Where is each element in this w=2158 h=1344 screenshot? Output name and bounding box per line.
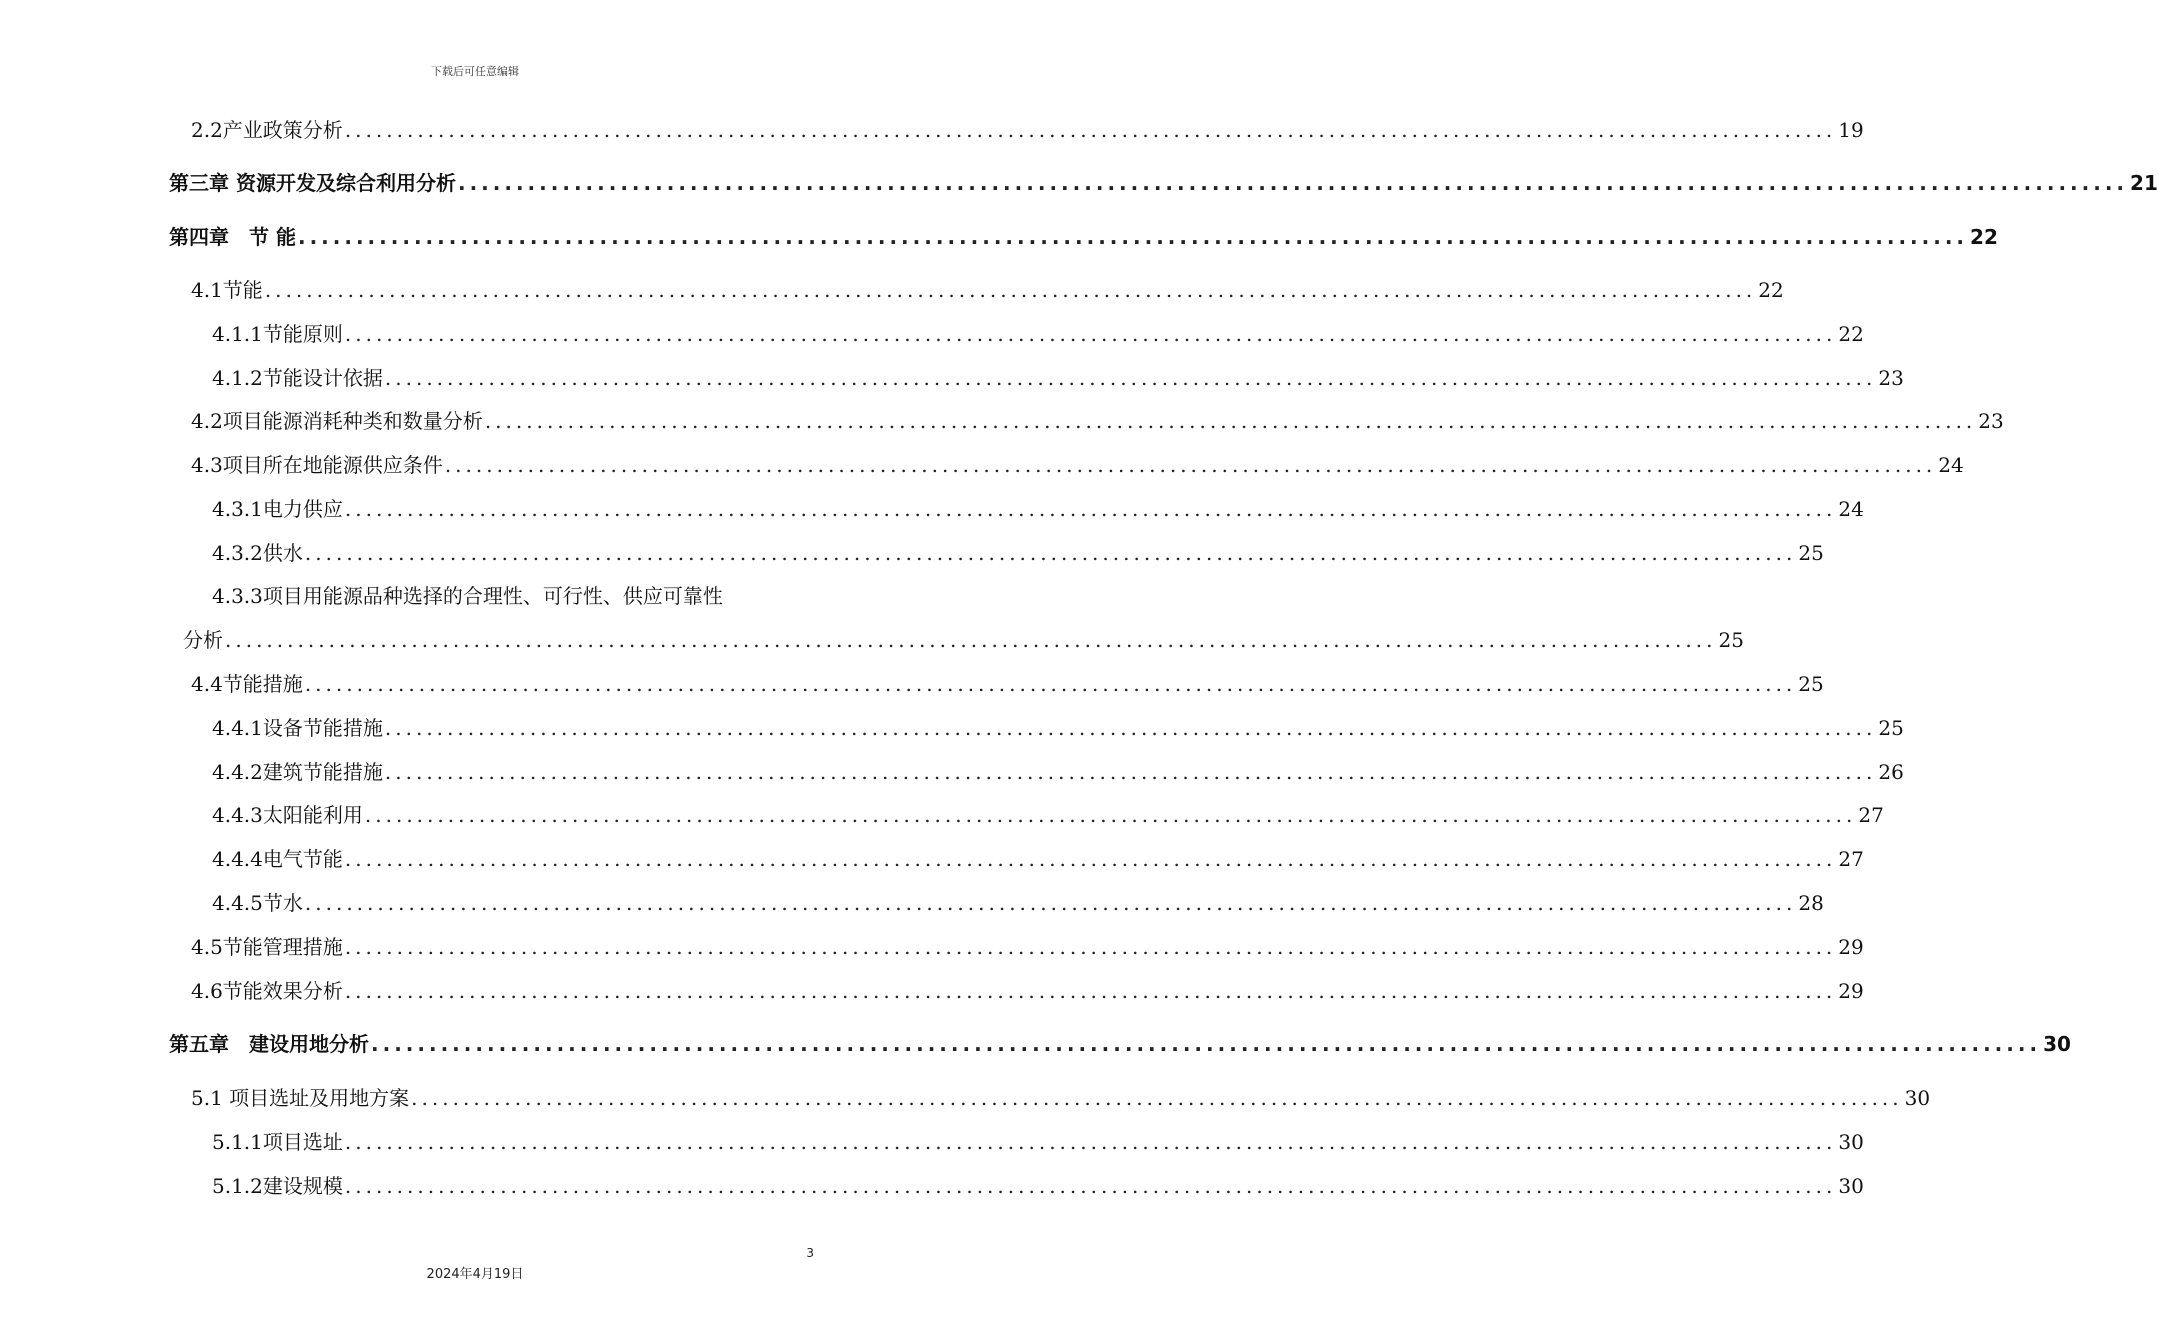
toc-entry-page: 23 bbox=[1978, 409, 2004, 433]
toc-entry-4-3-2[interactable] bbox=[212, 539, 1824, 567]
toc-entry-page: 21 bbox=[2130, 171, 2158, 195]
toc-entry-4-4-2[interactable] bbox=[212, 758, 1904, 786]
toc-entry-page: 19 bbox=[1838, 118, 1864, 142]
toc-entry-4-1-2[interactable] bbox=[212, 364, 1904, 392]
dot-leader: ................................................................................................................................................ bbox=[371, 1032, 2042, 1056]
page-footer-date: 2024年4月19日 bbox=[426, 1267, 524, 1282]
toc-entry-5-1[interactable] bbox=[191, 1084, 1931, 1112]
dot-leader: ................................................................................................................................................ bbox=[384, 366, 1877, 390]
dot-leader: ................................................................................................................................................ bbox=[344, 1174, 1837, 1198]
toc-entry-title: 4.3.2供水 bbox=[212, 541, 303, 565]
toc-entry-4-3-3-continued[interactable] bbox=[183, 626, 1744, 654]
dot-leader: ................................................................................................................................................ bbox=[344, 1130, 1837, 1154]
toc-entry-title: 5.1.1项目选址 bbox=[212, 1130, 343, 1154]
toc-entry-page: 25 bbox=[1798, 541, 1824, 565]
toc-entry-title: 4.3.3项目用能源品种选择的合理性、可行性、供应可靠性 bbox=[212, 584, 723, 608]
toc-entry-title: 4.2项目能源消耗种类和数量分析 bbox=[191, 409, 483, 433]
toc-entry-title: 4.6节能效果分析 bbox=[191, 979, 343, 1003]
toc-entry-page: 25 bbox=[1798, 672, 1824, 696]
toc-entry-title: 5.1 项目选址及用地方案 bbox=[191, 1086, 410, 1110]
page-header: 下载后可任意编辑 bbox=[431, 65, 519, 78]
dot-leader: ................................................................................................................................................ bbox=[411, 1086, 1903, 1110]
toc-entry-title: 分析 bbox=[183, 628, 223, 652]
dot-leader: ................................................................................................................................................ bbox=[344, 322, 1837, 346]
toc-chapter-4[interactable] bbox=[169, 223, 1998, 251]
dot-leader: ................................................................................................................................................ bbox=[304, 541, 1797, 565]
toc-entry-page: 24 bbox=[1938, 453, 1964, 477]
toc-entry-4-5[interactable] bbox=[191, 933, 1864, 961]
dot-leader: ................................................................................................................................................ bbox=[304, 891, 1797, 915]
toc-entry-title: 4.1.2节能设计依据 bbox=[212, 366, 383, 390]
toc-entry-page: 30 bbox=[1838, 1130, 1864, 1154]
toc-entry-page: 25 bbox=[1718, 628, 1744, 652]
toc-entry-4-4-1[interactable] bbox=[212, 714, 1904, 742]
toc-entry-title: 4.1.1节能原则 bbox=[212, 322, 343, 346]
toc-entry-page: 24 bbox=[1838, 497, 1864, 521]
toc-entry-page: 29 bbox=[1838, 979, 1864, 1003]
toc-entry-2-2[interactable] bbox=[191, 116, 1864, 144]
toc-entry-title: 第四章 节 能 bbox=[169, 225, 296, 249]
dot-leader: ................................................................................................................................................ bbox=[344, 935, 1837, 959]
toc-entry-4-4-4[interactable] bbox=[212, 845, 1864, 873]
dot-leader: ................................................................................................................................................ bbox=[344, 847, 1837, 871]
toc-chapter-3[interactable] bbox=[169, 169, 2158, 197]
toc-entry-4-3[interactable] bbox=[191, 451, 1964, 479]
toc-entry-title: 4.4.5节水 bbox=[212, 891, 303, 915]
dot-leader: ................................................................................................................................................ bbox=[457, 171, 2129, 195]
toc-entry-page: 22 bbox=[1758, 278, 1784, 302]
dot-leader: ................................................................................................................................................ bbox=[297, 225, 1969, 249]
toc-entry-page: 23 bbox=[1878, 366, 1904, 390]
dot-leader: ................................................................................................................................................ bbox=[344, 497, 1837, 521]
toc-entry-4-3-3[interactable] bbox=[212, 582, 814, 610]
toc-entry-4-1[interactable] bbox=[191, 276, 1784, 304]
toc-entry-title: 4.3项目所在地能源供应条件 bbox=[191, 453, 443, 477]
toc-entry-title: 4.4节能措施 bbox=[191, 672, 303, 696]
toc-entry-page: 27 bbox=[1838, 847, 1864, 871]
toc-entry-page: 27 bbox=[1858, 803, 1884, 827]
dot-leader: ................................................................................................................................................ bbox=[225, 628, 1717, 652]
toc-entry-page: 25 bbox=[1878, 716, 1904, 740]
toc-entry-title: 4.4.4电气节能 bbox=[212, 847, 343, 871]
toc-entry-5-1-2[interactable] bbox=[212, 1172, 1864, 1200]
dot-leader: ................................................................................................................................................ bbox=[384, 716, 1877, 740]
toc-entry-4-3-1[interactable] bbox=[212, 495, 1864, 523]
dot-leader: ................................................................................................................................................ bbox=[304, 672, 1797, 696]
toc-entry-title: 第五章 建设用地分析 bbox=[169, 1032, 369, 1056]
toc-entry-title: 4.3.1电力供应 bbox=[212, 497, 343, 521]
toc-entry-4-4[interactable] bbox=[191, 670, 1824, 698]
dot-leader: ................................................................................................................................................ bbox=[444, 453, 1937, 477]
toc-entry-page: 29 bbox=[1838, 935, 1864, 959]
toc-entry-page: 30 bbox=[1838, 1174, 1864, 1198]
toc-entry-page: 28 bbox=[1798, 891, 1824, 915]
toc-entry-title: 4.4.2建筑节能措施 bbox=[212, 760, 383, 784]
dot-leader: ................................................................................................................................................ bbox=[264, 278, 1757, 302]
toc-chapter-5[interactable] bbox=[169, 1030, 2071, 1058]
toc-entry-4-1-1[interactable] bbox=[212, 320, 1864, 348]
toc-entry-5-1-1[interactable] bbox=[212, 1128, 1864, 1156]
dot-leader: ................................................................................................................................................ bbox=[364, 803, 1857, 827]
toc-entry-title: 2.2产业政策分析 bbox=[191, 118, 343, 142]
toc-entry-page: 26 bbox=[1878, 760, 1904, 784]
dot-leader: ................................................................................................................................................ bbox=[344, 979, 1837, 1003]
toc-entry-page: 30 bbox=[1904, 1086, 1931, 1110]
toc-entry-title: 4.1节能 bbox=[191, 278, 263, 302]
toc-entry-page: 22 bbox=[1838, 322, 1864, 346]
toc-entry-4-2[interactable] bbox=[191, 407, 2004, 435]
dot-leader: ................................................................................................................................................ bbox=[344, 118, 1837, 142]
toc-entry-4-6[interactable] bbox=[191, 977, 1864, 1005]
toc-entry-title: 4.4.1设备节能措施 bbox=[212, 716, 383, 740]
toc-entry-title: 4.5节能管理措施 bbox=[191, 935, 343, 959]
toc-entry-page: 22 bbox=[1970, 225, 1998, 249]
toc-entry-4-4-3[interactable] bbox=[212, 801, 1884, 829]
dot-leader: ................................................................................................................................................ bbox=[384, 760, 1877, 784]
page-number: 3 bbox=[806, 1246, 814, 1260]
toc-entry-title: 5.1.2建设规模 bbox=[212, 1174, 343, 1198]
toc-entry-title: 第三章 资源开发及综合利用分析 bbox=[169, 171, 456, 195]
toc-entry-page: 30 bbox=[2043, 1032, 2071, 1056]
dot-leader: ................................................................................................................................................ bbox=[484, 409, 1977, 433]
toc-entry-4-4-5[interactable] bbox=[212, 889, 1824, 917]
toc-entry-title: 4.4.3太阳能利用 bbox=[212, 803, 363, 827]
